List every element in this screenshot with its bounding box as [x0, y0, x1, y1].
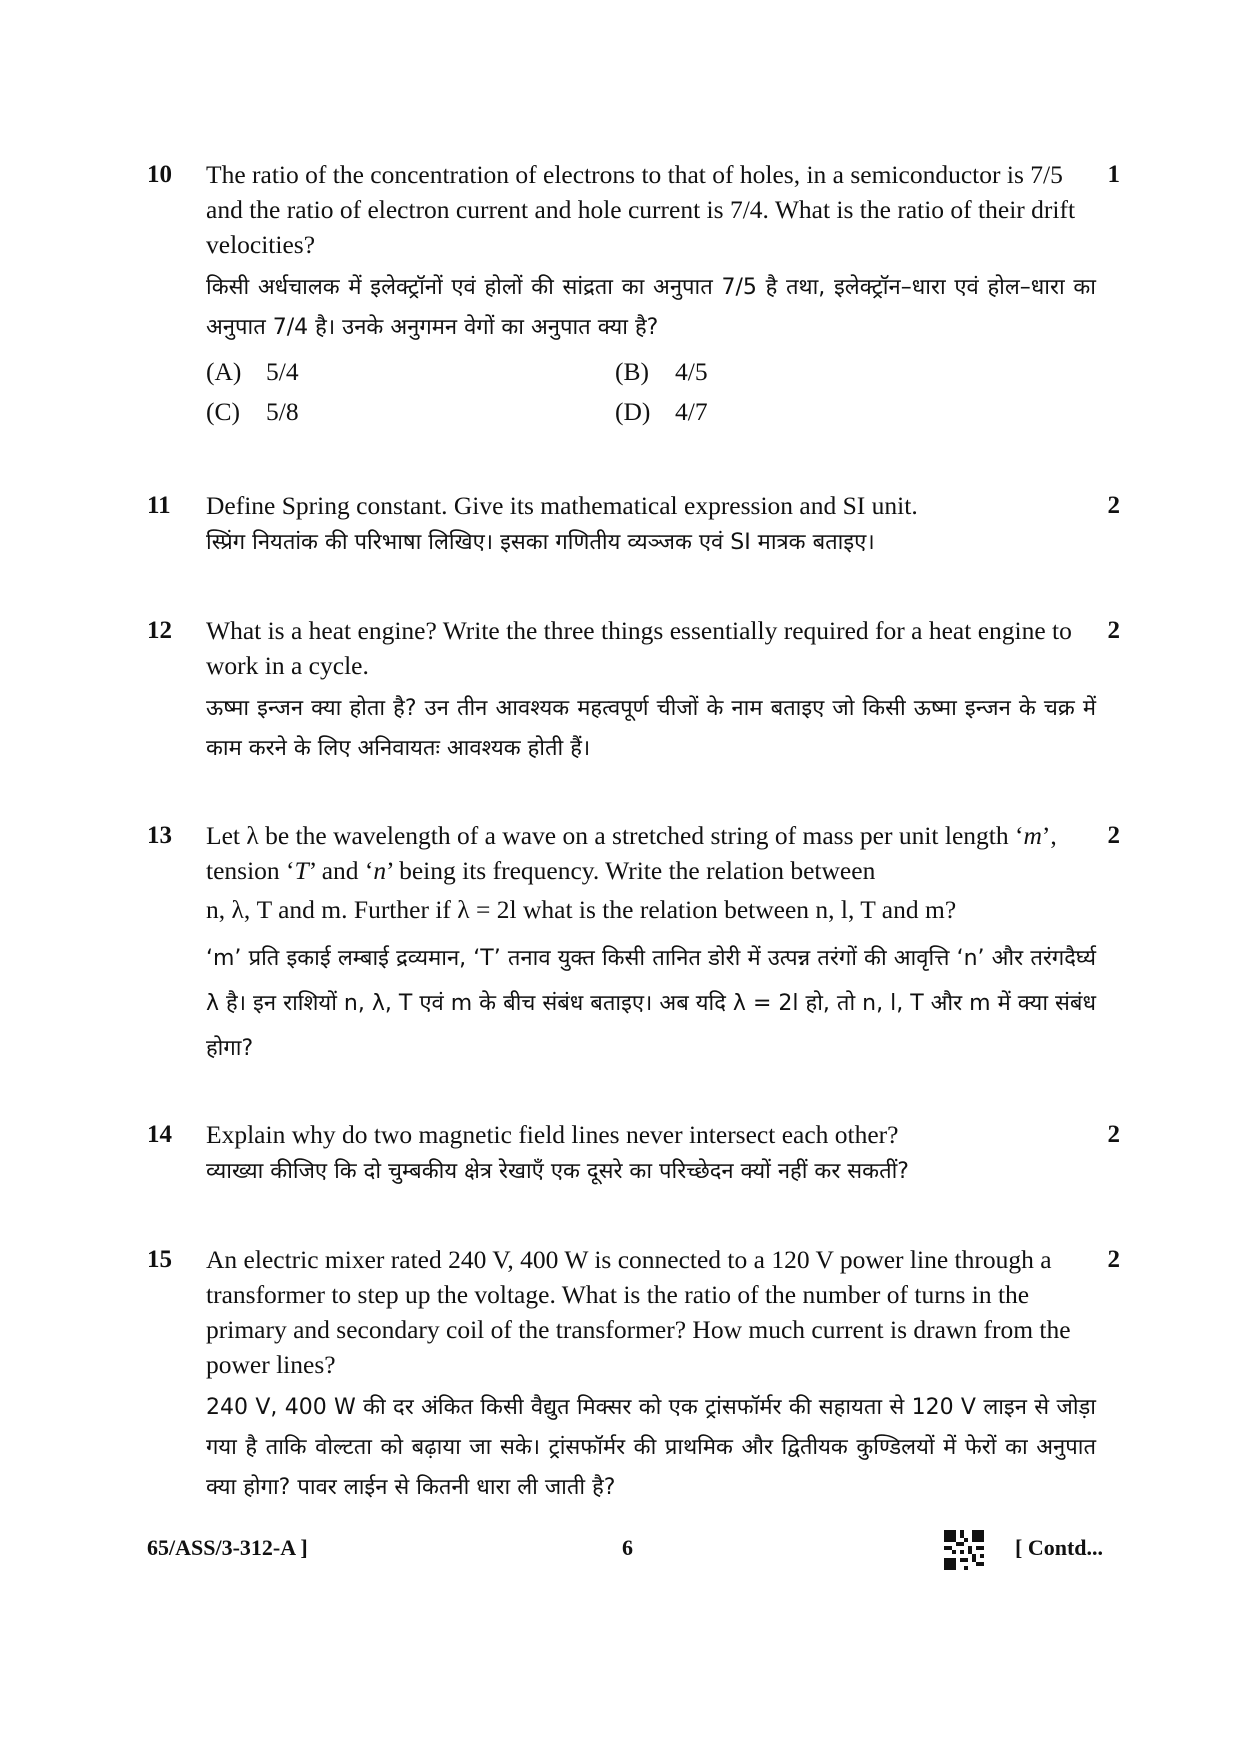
question-number: 14	[147, 1121, 172, 1148]
option-label: (C)	[206, 397, 240, 426]
option-label: (B)	[615, 357, 649, 386]
question-text-english: Let λ be the wavelength of a wave on a stretched string of mass per unit length ‘m’, tension ‘T’ and ‘n’ being its frequency. Write the relation between	[206, 821, 1057, 885]
question-body	[206, 157, 1096, 432]
paper-code: 65/ASS/3-312-A ]	[147, 1535, 308, 1560]
question-text-hindi: किसी अर्धचालक में इलेक्ट्रॉनों एवं होलों की सांद्रता का अनुपात 7/5 है तथा, इलेक्ट्रॉन–धारा एवं होल–धारा का अनुपात 7/4 है। उनके अनुगमन वेगों का अनुपात क्या है?	[206, 275, 1096, 340]
continued-label: [ Contd...	[1015, 1535, 1104, 1560]
question-body	[206, 818, 1096, 1071]
option-value: 4/5	[675, 357, 708, 386]
question-text-english-formula: n, λ, T and m. Further if λ = 2l what is the relation between n, l, T and m?	[206, 895, 957, 924]
question-marks: 1	[1107, 161, 1120, 188]
question-number: 10	[147, 161, 172, 188]
question-text-hindi: व्याख्या कीजिए कि दो चुम्बकीय क्षेत्र रेखाएँ एक दूसरे का परिच्छेदन क्यों नहीं कर सकतीं?	[206, 1159, 909, 1184]
option-label: (D)	[615, 397, 651, 426]
question-marks: 2	[1107, 617, 1120, 644]
option-d	[615, 392, 708, 432]
question-text-english: Define Spring constant. Give its mathematical expression and SI unit.	[206, 491, 918, 520]
option-c	[206, 392, 299, 432]
option-value: 4/7	[675, 397, 708, 426]
question-number: 13	[147, 822, 172, 849]
question-body	[206, 1117, 1096, 1192]
option-b	[615, 352, 708, 392]
question-text-hindi: ‘m’ प्रति इकाई लम्बाई द्रव्यमान, ‘T’ तनाव युक्त किसी तानित डोरी में उत्पन्न तरंगों की आवृत्ति ‘n’ और तरंगदैर्घ्य λ है। इन राशियों n, λ, T एवं m के बीच संबंध बताइए। अब यदि λ = 2l हो, तो n, l, T और m में क्या संबंध होगा?	[206, 946, 1096, 1061]
question-text-english: Explain why do two magnetic field lines never intersect each other?	[206, 1120, 899, 1149]
question-number: 15	[147, 1246, 172, 1273]
question-marks: 2	[1107, 1246, 1120, 1273]
question-number: 11	[147, 492, 171, 519]
option-label: (A)	[206, 357, 242, 386]
question-text-english: The ratio of the concentration of electrons to that of holes, in a semiconductor is 7/5 and the ratio of electron current and hole current is 7/4. What is the ratio of their drift velocities?	[206, 160, 1076, 259]
question-body	[206, 1242, 1096, 1508]
question-text-hindi: स्प्रिंग नियतांक की परिभाषा लिखिए। इसका गणितीय व्यञ्जक एवं SI मात्रक बताइए।	[206, 530, 875, 555]
question-text-hindi: ऊष्मा इन्जन क्या होता है? उन तीन आवश्यक महत्वपूर्ण चीजों के नाम बताइए जो किसी ऊष्मा इन्जन के चक्र में काम करने के लिए अनिवायतः आवश्यक होती हैं।	[206, 696, 1096, 761]
question-text-english: An electric mixer rated 240 V, 400 W is connected to a 120 V power line through a transformer to step up the voltage. What is the ratio of the number of turns in the primary and secondary coil of the transformer? How much current is drawn from the power lines?	[206, 1245, 1071, 1379]
question-marks: 2	[1107, 492, 1120, 519]
question-number: 12	[147, 617, 172, 644]
option-value: 5/8	[266, 397, 299, 426]
option-value: 5/4	[266, 357, 299, 386]
question-text-hindi: 240 V, 400 W की दर अंकित किसी वैद्युत मिक्सर को एक ट्रांसफॉर्मर की सहायता से 120 V लाइन से जोड़ा गया है ताकि वोल्टता को बढ़ाया जा सके। ट्रांसफॉर्मर की प्राथमिक और द्वितीयक कुण्डिलयों में फेरों का अनुपात क्या होगा? पावर लाईन से कितनी धारा ली जाती है?	[206, 1395, 1096, 1500]
question-marks: 2	[1107, 822, 1120, 849]
qr-code-icon	[944, 1530, 984, 1570]
question-text-english: What is a heat engine? Write the three things essentially required for a heat engine to work in a cycle.	[206, 616, 1072, 680]
question-body	[206, 488, 1096, 563]
question-body	[206, 613, 1096, 769]
option-a	[206, 352, 299, 392]
page-footer	[0, 1530, 1240, 1570]
question-marks: 2	[1107, 1121, 1120, 1148]
page-number: 6	[622, 1535, 633, 1560]
answer-options	[206, 352, 1096, 432]
